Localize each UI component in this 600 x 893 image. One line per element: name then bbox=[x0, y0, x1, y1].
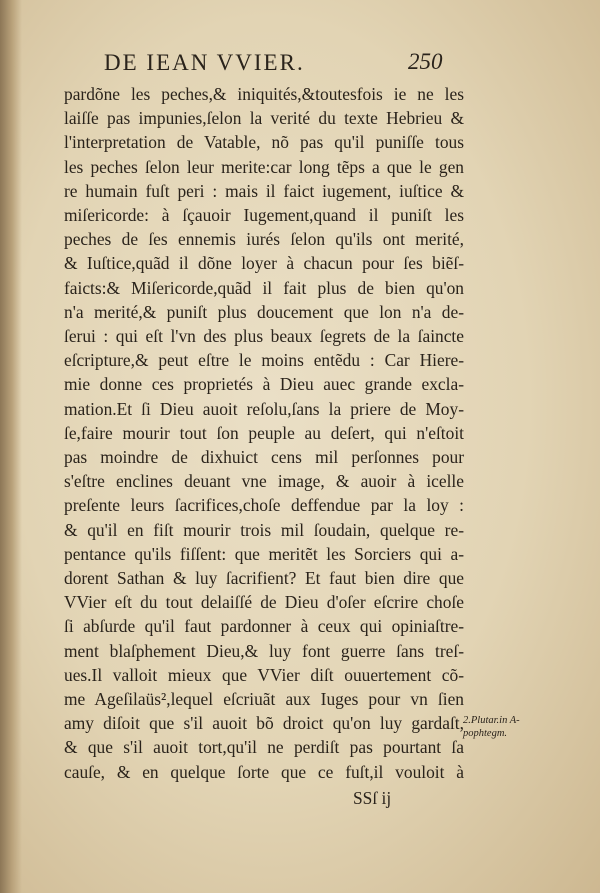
text-line: VVier eſt du tout delaiſſé de Dieu d'oſer eſcrire choſe bbox=[64, 592, 464, 613]
text-line: re humain fuſt peri : mais il faict iugement, iuſtice & bbox=[64, 180, 464, 201]
text-line: & qu'il en fiſt mourir trois mil ſoudain, quelque re- bbox=[64, 519, 464, 540]
text-line: mie donne ces proprietés à Dieu auec grande excla- bbox=[64, 374, 464, 395]
text-line: miſericorde: à ſçauoir Iugement,quand il puniſt les bbox=[64, 205, 464, 226]
running-title: DE IEAN VVIER. bbox=[104, 50, 305, 75]
text-line: faicts:& Miſericorde,quãd il fait plus de bien qu'on bbox=[64, 277, 464, 298]
text-line: preſente leurs ſacrifices,choſe deffendue par la loy : bbox=[64, 495, 464, 516]
text-line: l'interpretation de Vatable, nõ pas qu'il puniſſe tous bbox=[64, 132, 464, 153]
text-line: ſerui : qui eſt l'vn des plus beaux ſegrets de la ſaincte bbox=[64, 326, 464, 347]
text-line: pas moindre de dixhuict cens mil perſonnes pour bbox=[64, 447, 464, 468]
text-line: n'a merité,& puniſt plus doucement que lon n'a de- bbox=[64, 301, 464, 322]
text-line: & que s'il auoit tort,qu'il ne perdiſt pas pourtant ſa bbox=[64, 737, 464, 758]
text-line: peches de ſes ennemis iurés ſelon qu'ils ont merité, bbox=[64, 229, 464, 250]
text-line: s'eſtre enclines deuant vne image, & auoir à icelle bbox=[64, 471, 464, 492]
text-line: les peches ſelon leur merite:car long tẽps a que le gen bbox=[64, 156, 464, 177]
page-gutter-shadow bbox=[0, 0, 22, 893]
page-number: 250 bbox=[408, 49, 443, 74]
text-line: mation.Et ſi Dieu auoit reſolu,ſans la priere de Moy- bbox=[64, 398, 464, 419]
text-line: me Ageſilaüs²,lequel eſcriuãt aux Iuges pour vn ſien bbox=[64, 689, 464, 710]
text-line: pardõne les peches,& iniquités,&toutesfois ie ne les bbox=[64, 84, 464, 104]
text-line: pentance qu'ils fiſſent: que meritẽt les Sorciers qui a- bbox=[64, 543, 464, 564]
text-line: dorent Sathan & luy ſacrifient? Et faut bien dire que bbox=[64, 568, 464, 589]
text-line: & Iuſtice,quãd il dõne loyer à chacun pour ſes biẽſ- bbox=[64, 253, 464, 274]
text-line: ues.Il valloit mieux que VVier diſt ouuertement cõ- bbox=[64, 664, 464, 685]
text-line: amy diſoit que s'il auoit bõ droict qu'on luy gardaſt, bbox=[64, 713, 464, 734]
signature-mark: SSſ ij bbox=[353, 788, 392, 808]
body-text bbox=[64, 82, 464, 784]
text-line: ſi abſurde qu'il faut pardonner à ceux qui opiniaſtre- bbox=[64, 616, 464, 637]
text-line: cauſe, & en quelque ſorte que ce fuſt,il vouloit à bbox=[64, 761, 464, 782]
text-line: ſe,faire mourir tout ſon peuple au deſert, qui n'eſtoit bbox=[64, 422, 464, 443]
margin-note: 2.Plutar.in A-pophtegm. bbox=[463, 715, 520, 739]
text-line: laiſſe pas impunies,ſelon la verité du texte Hebrieu & bbox=[64, 108, 464, 129]
text-line: ment blaſphement Dieu,& luy font guerre ſans treſ- bbox=[64, 640, 464, 661]
text-line: eſcripture,& peut eſtre le moins entẽdu : Car Hiere- bbox=[64, 350, 464, 371]
